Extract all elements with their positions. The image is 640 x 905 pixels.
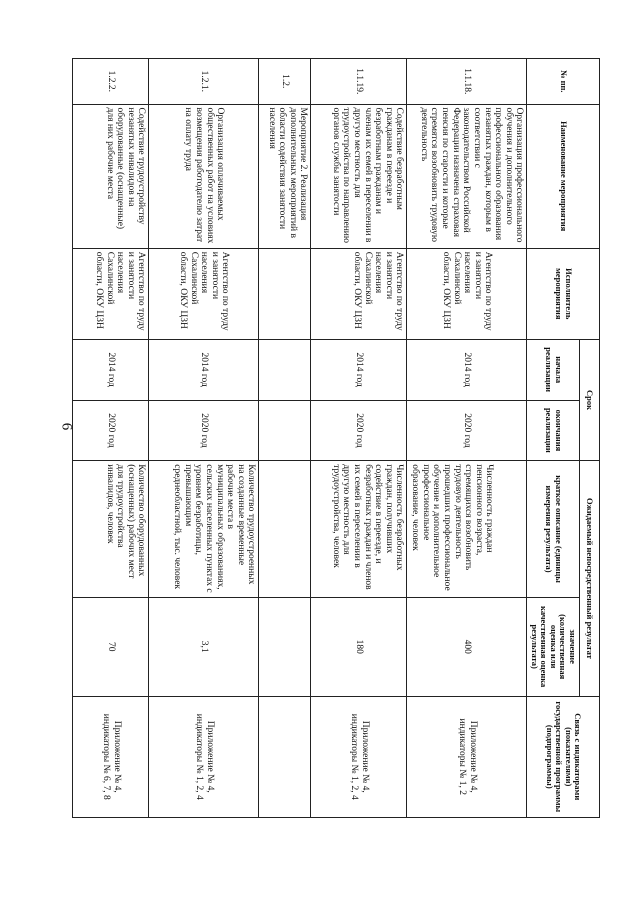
row-num: 1.2.: [259, 59, 311, 105]
table-row: [73, 59, 149, 818]
row-executor: Агентство по труду и занятости населения Сахалинской области, ОКУ ЦЗН: [407, 248, 527, 339]
header-end: окончания реализации: [527, 400, 580, 461]
row-end: [259, 400, 311, 461]
measures-table: [72, 58, 600, 818]
row-desc: Количество оборудованных (оснащенных) рабочих мест для трудоустройства инвалидов, человек: [73, 461, 149, 598]
row-start: 2014 год: [73, 339, 149, 400]
row-value: 3,1: [149, 597, 259, 696]
page-number: 6: [58, 422, 75, 431]
row-name: Организация оплачиваемых общественных работ на условиях возмещения работодателю затрат на оплату труда: [149, 104, 259, 248]
row-num: 1.2.1.: [149, 59, 259, 105]
row-executor: Агентство по труду и занятости населения Сахалинской области, ОКУ ЦЗН: [311, 248, 407, 339]
table-row: [149, 59, 259, 818]
row-desc: Численность безработных граждан, получивших содействие в переезде, и безработных граждан и членов их семей в переселении в другую местность для трудоустройства, человек: [311, 461, 407, 598]
row-end: 2020 год: [149, 400, 259, 461]
row-link: Приложение № 4, индикаторы № 6, 7, 8: [73, 696, 149, 817]
table-row: [259, 59, 311, 818]
header-name: Наименование мероприятия: [527, 104, 600, 248]
header-num: № пп.: [527, 59, 600, 105]
header-executor: Исполнитель мероприятия: [527, 248, 600, 339]
row-end: 2020 год: [311, 400, 407, 461]
row-name: Организация профессионального обучения и дополнительного профессионального образования незанятых граждан, которым в соответствии с законодательством Российской Федерации назначена страховая пенсия по старости и которые стремятся возобновить трудовую деятельность: [407, 104, 527, 248]
row-executor: Агентство по труду и занятости населения Сахалинской области, ОКУ ЦЗН: [149, 248, 259, 339]
row-value: 70: [73, 597, 149, 696]
header-result-value: значение (количественная оценка или качественная оценка результата): [527, 597, 580, 696]
row-end: 2020 год: [73, 400, 149, 461]
row-num: 1.1.18.: [407, 59, 527, 105]
row-value: 400: [407, 597, 527, 696]
header-row-1: [580, 59, 600, 818]
header-term: Срок: [580, 339, 600, 460]
table-row: [407, 59, 527, 818]
row-num: 1.1.19.: [311, 59, 407, 105]
row-start: 2014 год: [311, 339, 407, 400]
row-end: 2020 год: [407, 400, 527, 461]
header-start: начала реализации: [527, 339, 580, 400]
row-value: 180: [311, 597, 407, 696]
row-executor: [259, 248, 311, 339]
row-link: Приложение № 4, индикаторы № 1, 2, 4: [149, 696, 259, 817]
row-executor: Агентство по труду и занятости населения Сахалинской области, ОКУ ЦЗН: [73, 248, 149, 339]
row-name: Мероприятие 2. Реализация дополнительных мероприятий в области содействия занятости населения: [259, 104, 311, 248]
row-desc: Численность граждан пенсионного возраста, стремящихся возобновить трудовую деятельность прошедших профессиональное обучение и дополнительное профессиональное образование, человек: [407, 461, 527, 598]
header-result-desc: краткое описание (единицы измерения результата): [527, 461, 580, 598]
row-desc: Количество трудоустроенных на созданные временные рабочие места в муниципальных образованиях, сельских населенных пунктах с уровнем безработицы, превышающим среднеобластной, тыс. человек: [149, 461, 259, 598]
row-value: [259, 597, 311, 696]
row-link: Приложение № 4, индикаторы № 1, 2: [407, 696, 527, 817]
row-desc: [259, 461, 311, 598]
table-row: [311, 59, 407, 818]
header-link: Связь с индикаторами (показателями) государственной программы (подпрограммы): [527, 696, 600, 817]
row-num: 1.2.2.: [73, 59, 149, 105]
row-link: Приложение № 4, индикаторы № 1, 2, 4: [311, 696, 407, 817]
row-start: [259, 339, 311, 400]
row-name: Содействие трудоустройству незанятых инвалидов на оборудованные (оснащенные) для них рабочие места: [73, 104, 149, 248]
row-start: 2014 год: [149, 339, 259, 400]
rotated-table-wrapper: [80, 58, 600, 818]
row-start: 2014 год: [407, 339, 527, 400]
row-name: Содействие безработным гражданам в переезде и безработным гражданам и членам их семей в переселении в другую местность для трудоустройства по направлению органов службы занятости: [311, 104, 407, 248]
row-link: [259, 696, 311, 817]
header-result: Ожидаемый непосредственный результат: [580, 461, 600, 696]
